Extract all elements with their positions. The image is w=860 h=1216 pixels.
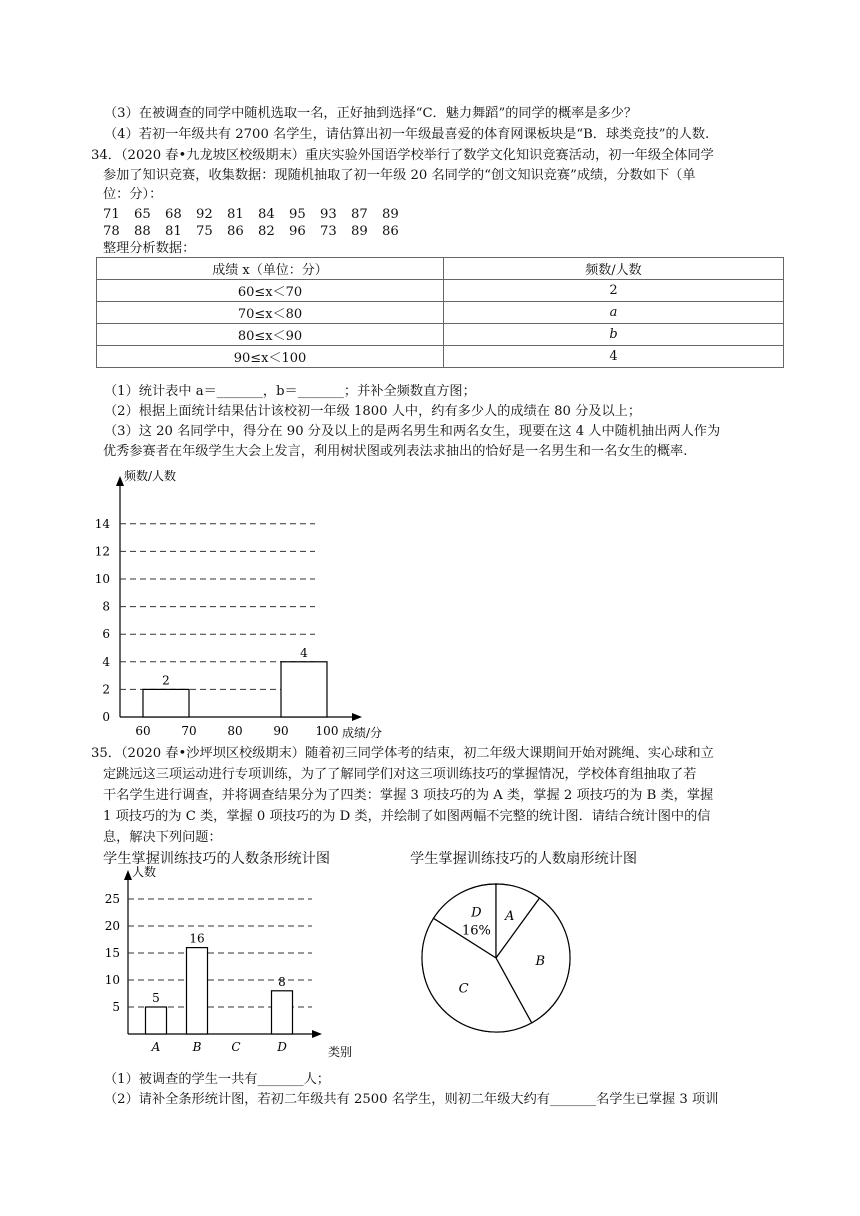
y-tick-label: 2 xyxy=(102,682,110,697)
q35-sub1: （1）被调查的学生一共有_______人； xyxy=(104,1072,330,1087)
bar-value-label: 8 xyxy=(278,974,286,989)
histogram-bar xyxy=(281,662,327,717)
score-value: 68 xyxy=(165,207,182,222)
table-cell: a xyxy=(444,302,784,324)
table-row xyxy=(97,302,784,324)
x-tick-label: 60 xyxy=(135,724,151,738)
bar-value-label: 16 xyxy=(189,931,205,946)
frequency-table xyxy=(96,257,784,368)
x-tick-label: D xyxy=(277,1040,287,1054)
table-row xyxy=(97,280,784,302)
score-value: 75 xyxy=(196,224,213,239)
x-axis-label: 成绩/分 xyxy=(342,726,383,740)
score-value: 71 xyxy=(103,207,120,222)
pie-chart xyxy=(410,862,590,1052)
q34-stem-line1: 34．（2020 春•九龙坡区校级期末）重庆实验外国语学校举行了数学文化知识竞赛活动，初一年级全体同学 xyxy=(91,148,714,163)
score-value: 86 xyxy=(227,224,244,239)
score-value: 84 xyxy=(258,207,275,222)
q34-sub3-line2: 优秀参赛者在年级学生大会上发言，利用树状图或列表法求抽出的恰好是一名男生和一名女生的概率. xyxy=(103,444,688,459)
x-tick-label: A xyxy=(151,1040,161,1054)
x-tick-label: C xyxy=(231,1040,241,1054)
y-tick-label: 10 xyxy=(94,572,110,586)
q34-stem-line2: 参加了知识竞赛，收集数据：现随机抽取了初一年级 20 名同学的“创文知识竞赛”成绩，分数如下（单 xyxy=(103,168,696,183)
table-header-cell: 频数/人数 xyxy=(444,258,784,280)
table-cell: 60≤x＜70 xyxy=(97,280,444,302)
table-cell: 2 xyxy=(444,280,784,302)
y-tick-label: 4 xyxy=(102,654,110,669)
score-value: 88 xyxy=(134,224,151,239)
pie-slice-label: A xyxy=(505,908,515,924)
y-axis-arrow xyxy=(116,476,124,486)
table-cell: b xyxy=(444,324,784,346)
x-tick-label: 70 xyxy=(181,724,197,738)
score-value: 73 xyxy=(320,224,337,239)
score-value: 95 xyxy=(289,207,306,222)
x-tick-label: 100 xyxy=(315,724,339,738)
y-tick-label: 5 xyxy=(112,1000,120,1014)
bar xyxy=(187,948,208,1034)
pie-slice-label: B xyxy=(535,953,546,969)
score-value: 96 xyxy=(289,224,306,239)
x-axis-arrow xyxy=(352,713,362,721)
bar xyxy=(146,1007,167,1034)
x-axis-arrow xyxy=(312,1030,322,1038)
bar-value-label: 5 xyxy=(152,991,160,1005)
y-axis-label: 频数/人数 xyxy=(124,469,177,483)
score-value: 81 xyxy=(165,224,182,239)
bar-value-label: 4 xyxy=(300,645,308,660)
q35-stem-line3: 干名学生进行调查，并将调查结果分为了四类：掌握 3 项技巧的为 A 类，掌握 2 项技巧的为 B 类，掌握 xyxy=(103,788,714,803)
pie-slice-label: D xyxy=(471,905,482,921)
q34-stem-line3: 位：分）： xyxy=(103,187,163,202)
bar-chart xyxy=(90,862,370,1072)
x-tick-label: 90 xyxy=(273,724,289,738)
score-value: 89 xyxy=(351,224,368,239)
y-tick-label: 14 xyxy=(94,516,110,531)
pie-slice-percent: 16% xyxy=(461,923,491,939)
table-cell: 90≤x＜100 xyxy=(97,346,444,368)
q35-stem-line5: 息，解决下列问题： xyxy=(103,830,222,845)
score-value: 65 xyxy=(134,207,151,222)
q34-sub1: （1）统计表中 a＝_______，b＝_______；并补全频数直方图； xyxy=(104,384,476,399)
q35-sub2: （2）请补全条形统计图，若初二年级共有 2500 名学生，则初二年级大约有_______名学生已掌握 3 项训 xyxy=(104,1092,719,1107)
table-row xyxy=(97,346,784,368)
score-value: 78 xyxy=(103,224,120,239)
q35-stem-line1: 35．（2020 春•沙坪坝区校级期末）随着初三同学体考的结束，初二年级大课期间开始对跳绳、实心球和立 xyxy=(91,746,714,761)
q34-sub2: （2）根据上面统计结果估计该校初一年级 1800 人中，约有多少人的成绩在 80 分及以上； xyxy=(104,404,642,419)
bar-chart-title: 学生掌握训练技巧的人数条形统计图 xyxy=(103,851,331,867)
x-tick-label: 80 xyxy=(227,724,243,738)
y-axis-label: 人数 xyxy=(132,865,157,879)
y-tick-label: 6 xyxy=(102,627,110,642)
bar-value-label: 2 xyxy=(162,673,170,688)
table-row xyxy=(97,324,784,346)
y-tick-label: 15 xyxy=(104,946,120,960)
y-tick-label: 8 xyxy=(102,599,110,614)
frequency-histogram xyxy=(90,462,510,742)
score-value: 82 xyxy=(258,224,275,239)
pie-slice-label: C xyxy=(458,981,469,997)
y-tick-label: 10 xyxy=(104,973,120,987)
q33-sub4: （4）若初一年级共有 2700 名学生，请估算出初一年级最喜爱的体育网课板块是“B．球类竞技”的人数. xyxy=(104,127,710,142)
y-tick-label: 20 xyxy=(104,919,120,933)
y-tick-label: 0 xyxy=(102,710,110,724)
q33-sub3: （3）在被调查的同学中随机选取一名，正好抽到选择“C．魅力舞蹈”的同学的概率是多少？ xyxy=(104,106,638,121)
table-cell: 4 xyxy=(444,346,784,368)
score-value: 87 xyxy=(351,207,368,222)
x-axis-label: 类别 xyxy=(328,1045,353,1059)
score-value: 92 xyxy=(196,207,213,222)
table-cell: 80≤x＜90 xyxy=(97,324,444,346)
table-header-cell: 成绩 x（单位：分） xyxy=(97,258,444,280)
q35-stem-line2: 定跳远这三项运动进行专项训练，为了了解同学们对这三项训练技巧的掌握情况，学校体育组抽取了若 xyxy=(103,767,697,782)
q34-analysis-label: 整理分析数据： xyxy=(103,241,196,256)
bar xyxy=(272,991,293,1034)
y-axis-arrow xyxy=(124,870,132,880)
score-value: 89 xyxy=(382,207,399,222)
histogram-bar xyxy=(143,689,189,717)
score-value: 93 xyxy=(320,207,337,222)
score-value: 86 xyxy=(382,224,399,239)
x-tick-label: B xyxy=(192,1040,202,1054)
y-tick-label: 12 xyxy=(94,544,110,559)
score-value: 81 xyxy=(227,207,244,222)
pie-chart-title: 学生掌握训练技巧的人数扇形统计图 xyxy=(410,851,638,867)
table-header-row xyxy=(97,258,784,280)
q35-stem-line4: 1 项技巧的为 C 类，掌握 0 项技巧的为 D 类，并绘制了如图两幅不完整的统计图．请结合统计图中的信 xyxy=(103,809,711,824)
q34-sub3-line1: （3）这 20 名同学中，得分在 90 分及以上的是两名男生和两名女生，现要在这 4 人中随机抽出两人作为 xyxy=(104,424,721,439)
table-cell: 70≤x＜80 xyxy=(97,302,444,324)
y-tick-label: 25 xyxy=(104,892,120,906)
